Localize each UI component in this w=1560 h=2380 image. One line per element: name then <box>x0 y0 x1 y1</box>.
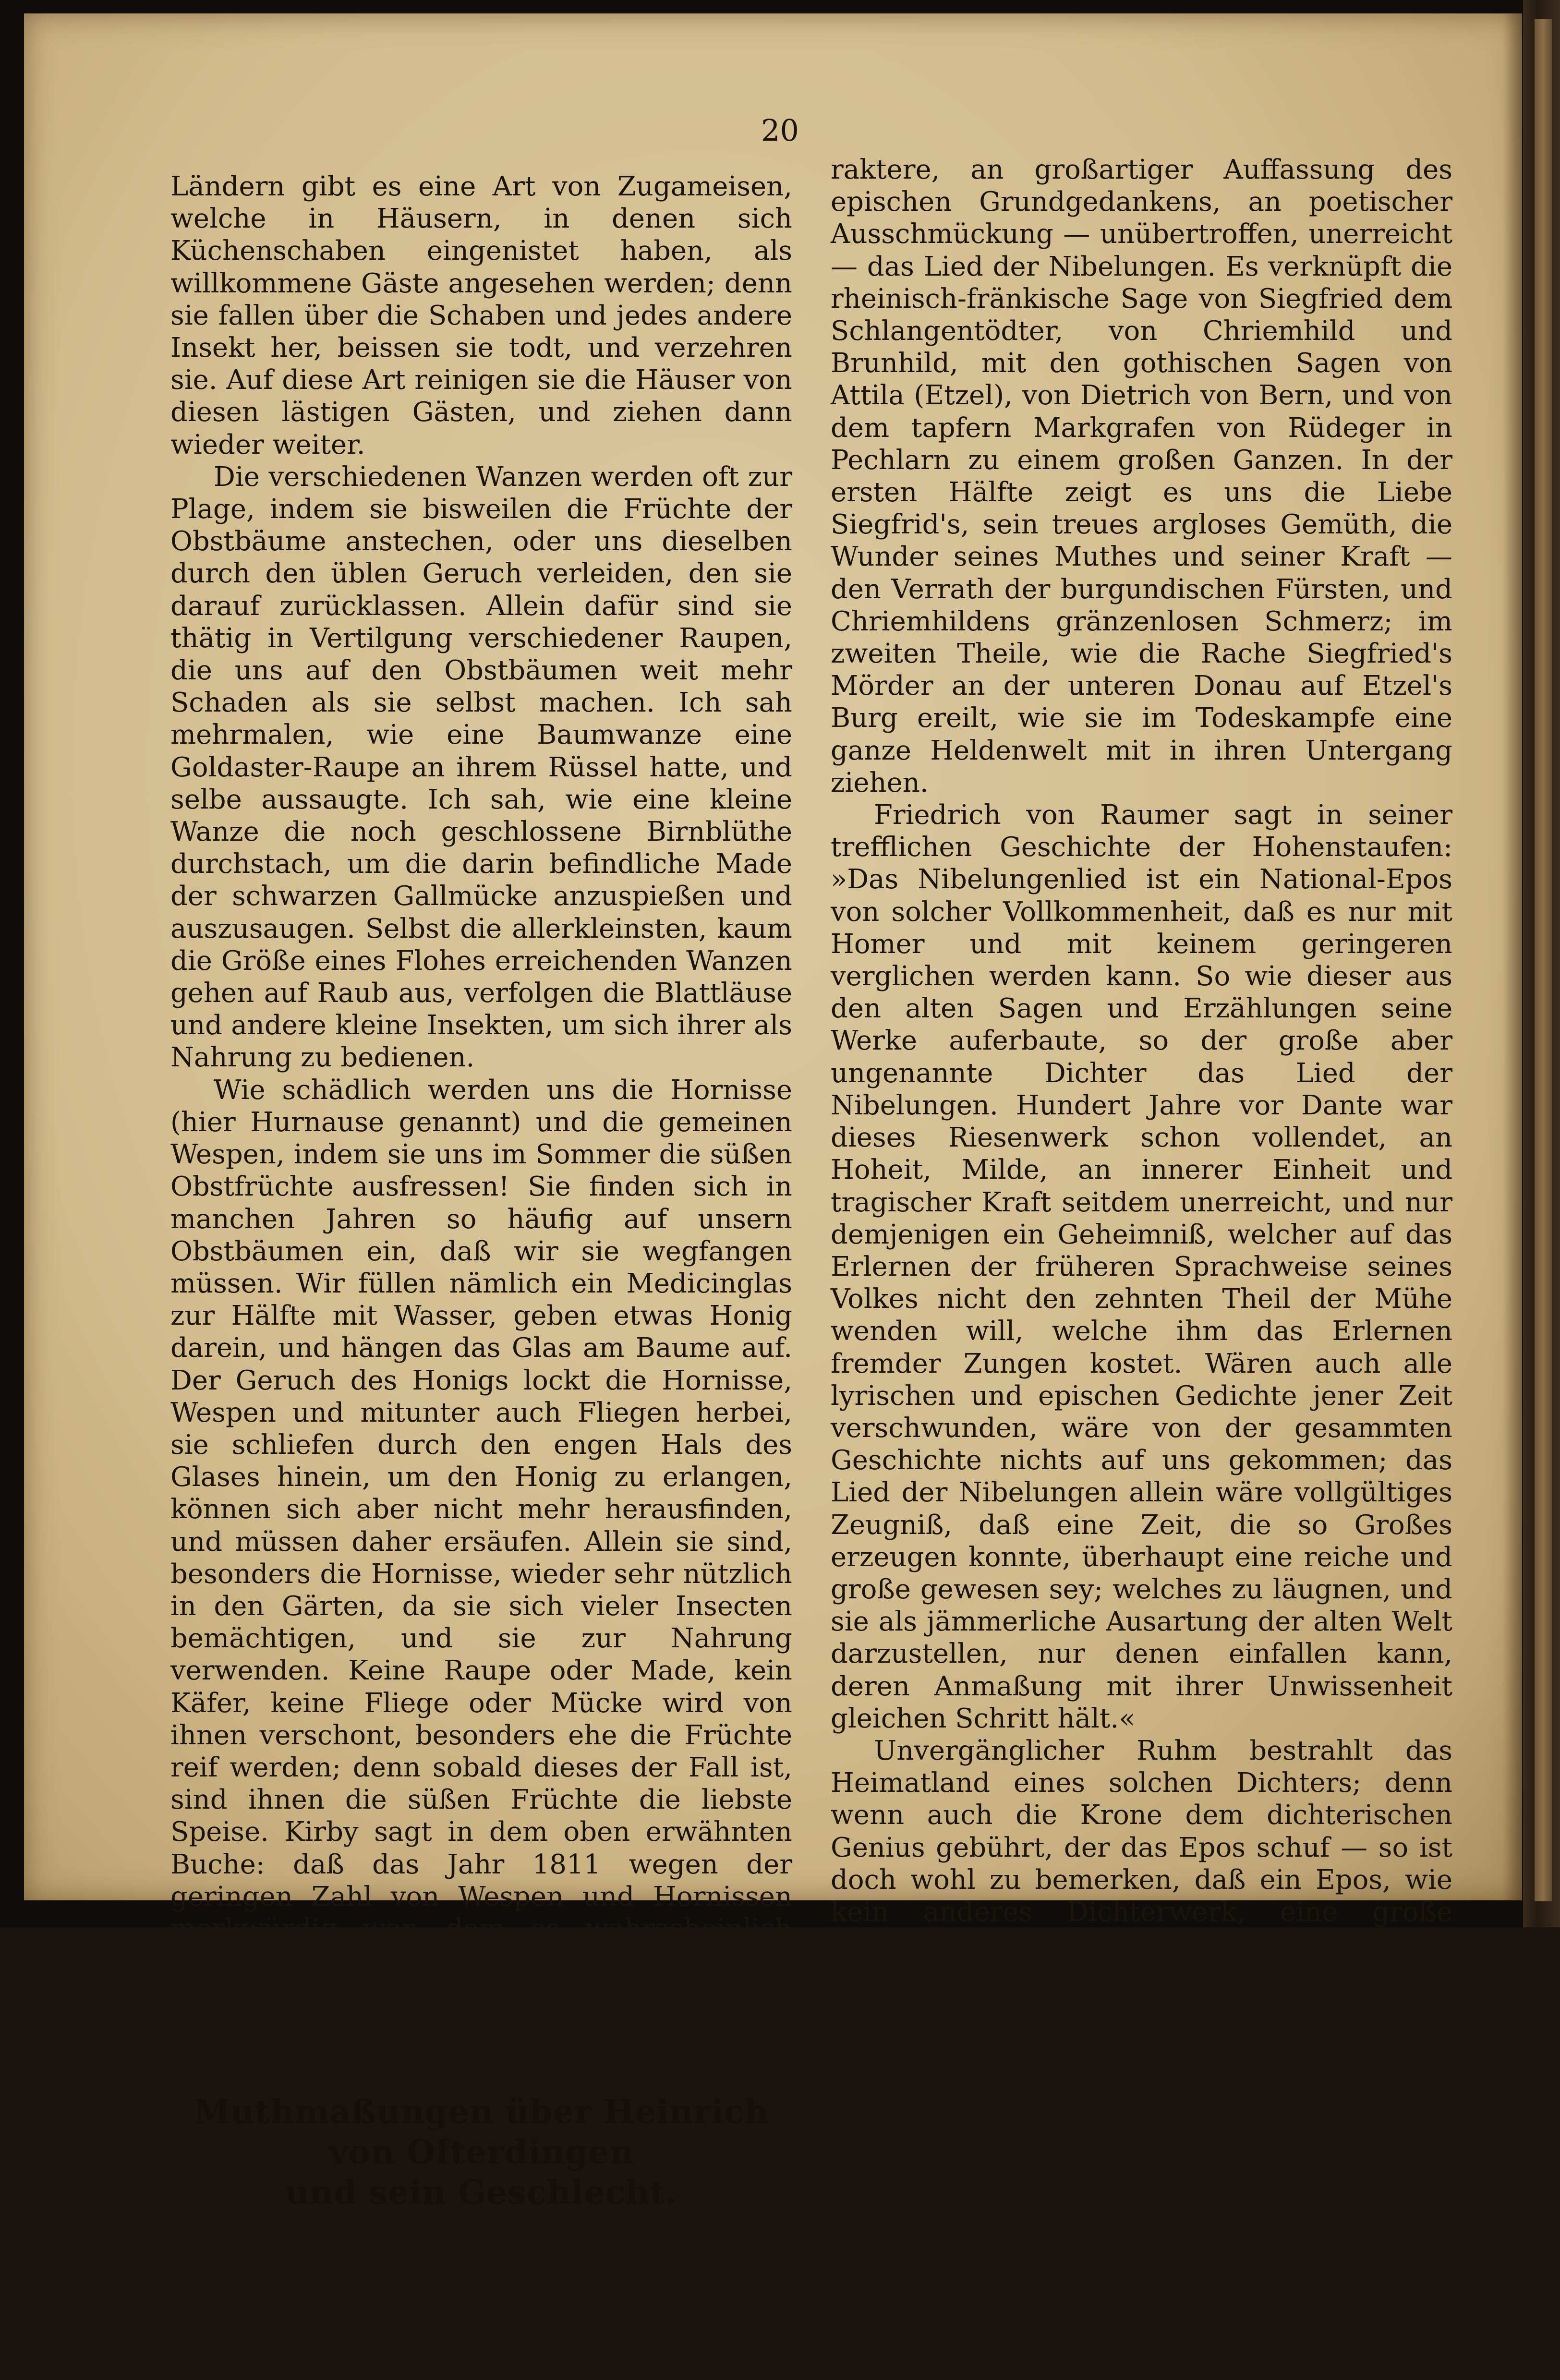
article-opening-paragraph: Unter den alten deutschen Heldenliedern steht eines da, an Vollendung der Form, an Handhabung der Cha- <box>170 2243 792 2339</box>
continued-note: ( Schluß folgt. ) <box>405 2050 557 2072</box>
article-title-line-1: Muthmaßungen über Heinrich von Ofterdingen <box>193 2092 769 2172</box>
paragraph-raumer-quote: Friedrich von Raumer sagt in seiner trefflichen Geschichte der Hohenstaufen: »Das Nibelungenlied ist ein National-Epos von solcher Vollkommenheit, daß es nur mit Homer und mit keinem geringeren verglichen werden kann. So wie dieser aus den alten Sagen und Erzählungen seine Werke auferbaute, so der große aber ungenannte Dichter das Lied der Nibelungen. Hundert Jahre vor Dante war dieses Riesenwerk schon vollendet, an Hoheit, Milde, an innerer Einheit und tragischer Kraft seitdem unerreicht, und nur demjenigen ein Geheimniß, welcher auf das Erlernen der früheren Sprachweise seines Volkes nicht den zehnten Theil der Mühe wenden will, welche ihm das Erlernen fremder Zungen kostet. Wären auch alle lyrischen und epischen Gedichte jener Zeit verschwunden, wäre von der gesammten Geschichte nichts auf uns gekommen; das Lied der Nibelungen allein wäre vollgültiges Zeugniß, daß eine Zeit, die so Großes erzeugen konnte, überhaupt eine reiche und große gewesen sey; welches zu läugnen, und sie als jämmerliche Ausartung der alten Welt darzustellen, nur denen einfallen kann, deren Anmaßung mit ihrer Unwissenheit gleichen Schritt hält.« <box>831 799 1452 1734</box>
article-subtitle: ( Fortsetzung. ) <box>406 2217 556 2240</box>
paragraph-fame: Unvergänglicher Ruhm bestrahlt das Heimatland eines solchen Dichters; denn wenn auch die Krone dem dichterischen Genius gebührt, der das Epos schuf — so ist doch wohl zu bemerken, daß ein Epos, wie kein anderes Dichterwerk, eine große bewegte Zeit, große Charaktere, schöne, edle Vorbilder als Bedingung voraussetzt, die das aufkeimende Genie mit der Muttermilch eingesogen haben muß. <box>831 1735 1452 2057</box>
paragraph-nibelungen: raktere, an großartiger Auffassung des epischen Grundgedankens, an poetischer Ausschmückung — unübertroffen, unerreicht — das Lied der Nibelungen. Es verknüpft die rheinisch-fränkische Sage von Siegfried dem Schlangentödter, von Chriemhild und Brunhild, mit den gothischen Sagen von Attila (Etzel), von Dietrich von Bern, und von dem tapfern Markgrafen von Rüdeger in Pechlarn zu einem großen Ganzen. In der ersten Hälfte zeigt es uns die Liebe Siegfrid's, sein treues argloses Gemüth, die Wunder seines Muthes und seiner Kraft — den Verrath der burgundischen Fürsten, und Chriemhildens gränzenlosen Schmerz; im zweiten Theile, wie die Rache Siegfried's Mörder an der unteren Donau auf Etzel's Burg ereilt, wie sie im Todeskampfe eine ganze Heldenwelt mit in ihren Untergang ziehen. <box>831 154 1452 798</box>
left-column <box>170 170 792 2339</box>
paragraph-hornets: Wie schädlich werden uns die Hornisse (hier Hurnause genannt) und die gemeinen Wespen, indem sie uns im Sommer die süßen Obstfrüchte ausfressen! Sie finden sich in manchen Jahren so häufig auf unsern Obstbäumen ein, daß wir sie wegfangen müssen. Wir füllen nämlich ein Medicinglas zur Hälfte mit Wasser, geben etwas Honig darein, und hängen das Glas am Baume auf. Der Geruch des Honigs lockt die Hornisse, Wespen und mitunter auch Fliegen herbei, sie schliefen durch den engen Hals des Glases hinein, um den Honig zu erlangen, können sich aber nicht mehr herausfinden, und müssen daher ersäufen. Allein sie sind, besonders die Hornisse, wieder sehr nützlich in den Gärten, da sie sich vieler Insecten bemächtigen, und sie zur Nahrung verwenden. Keine Raupe oder Made, kein Käfer, keine Fliege oder Mücke wird von ihnen verschont, besonders ehe die Früchte reif werden; denn sobald dieses der Fall ist, sind ihnen die süßen Früchte die liebste Speise. Kirby sagt in dem oben erwähnten Buche: daß das Jahr 1811 wegen der geringen Zahl von Wespen und Hornissen merkwürdig war, dem es wahrscheinlich zugeschrieben werden müsse, daß an vielen Orten die Mücken außerordentlich überhand nahmen, und sehr lästig wurden. <box>170 1074 792 2042</box>
page-number: 20 <box>761 113 799 148</box>
article-title-line-2: und sein Geschlecht. <box>285 2173 677 2212</box>
right-column <box>831 154 1452 2380</box>
article-title <box>170 2092 792 2213</box>
paragraph-bugs: Die verschiedenen Wanzen werden oft zur Plage, indem sie bisweilen die Früchte der Obstbäume anstechen, oder uns dieselben durch den üblen Geruch verleiden, den sie darauf zurücklassen. Allein dafür sind sie thätig in Vertilgung verschiedener Raupen, die uns auf den Obstbäumen weit mehr Schaden als sie selbst machen. Ich sah mehrmalen, wie eine Baumwanze eine Goldaster-Raupe an ihrem Rüssel hatte, und selbe aussaugte. Ich sah, wie eine kleine Wanze die noch geschlossene Birnblüthe durchstach, um die darin befindliche Made der schwarzen Gallmücke anzuspießen und auszusaugen. Selbst die allerkleinsten, kaum die Größe eines Flohes erreichenden Wanzen gehen auf Raub aus, verfolgen die Blattläuse und andere kleine Insekten, um sich ihrer als Nahrung zu bedienen. <box>170 461 792 1074</box>
paragraph-claims: Darum wurden auch seit dem Wiederauffinden des Nibelungenliedes der Ansprüche gar viele von verschiedenen deutschen Gegenden erhoben. — Johannes Müller, der große Geschichtschreiber der Schweiz, wollte es wegen Anklängen an den schweizerischen Dialect seinem Vaterlande vindiciren — die Schwaben, berauscht von altem und neuem Dichterruhm, rühmten Schwaben als das Vaterland des <box>831 2057 1452 2380</box>
next-page-edge <box>1535 19 1552 1901</box>
paragraph-ants: Ländern gibt es eine Art von Zugameisen, welche in Häusern, in denen sich Küchenschaben eingenistet haben, als willkommene Gäste angesehen werden; denn sie fallen über die Schaben und jedes andere Insekt her, beissen sie todt, und verzehren sie. Auf diese Art reinigen sie die Häuser von diesen lästigen Gästen, und ziehen dann wieder weiter. <box>170 171 792 460</box>
